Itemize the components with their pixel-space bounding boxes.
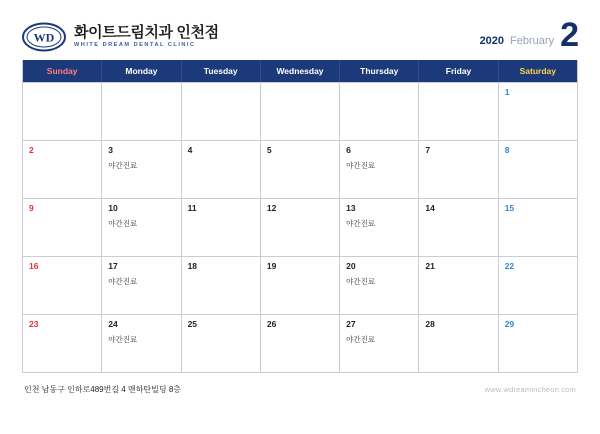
day-number: 27 — [346, 319, 356, 329]
day-number: 8 — [504, 145, 510, 155]
calendar-week-row — [23, 198, 577, 256]
day-event: 야간진료 — [346, 276, 376, 286]
clinic-title: 화이트드림치과 인천점 — [74, 23, 219, 41]
day-number: 17 — [108, 261, 118, 271]
svg-text:WD: WD — [33, 30, 55, 45]
calendar-day-cell[interactable] — [102, 141, 181, 198]
calendar-day-cell[interactable] — [419, 199, 498, 256]
calendar-day-cell[interactable] — [23, 257, 102, 314]
page-header — [22, 14, 578, 60]
calendar-day-cell[interactable] — [340, 315, 419, 372]
calendar-day-cell[interactable] — [340, 83, 419, 140]
calendar-day-cell[interactable] — [102, 199, 181, 256]
clinic-subtitle: WHITE DREAM DENTAL CLINIC — [74, 42, 196, 49]
day-event: 야간진료 — [108, 276, 138, 286]
weekday-header-friday: Friday — [419, 60, 498, 82]
calendar-day-cell[interactable] — [419, 257, 498, 314]
day-number: 4 — [187, 145, 193, 155]
calendar-day-cell[interactable] — [23, 315, 102, 372]
clinic-name-block — [74, 25, 219, 50]
calendar-day-cell[interactable] — [23, 83, 102, 140]
calendar-day-cell[interactable] — [499, 199, 577, 256]
day-number: 25 — [187, 319, 198, 329]
calendar-day-cell[interactable] — [499, 141, 577, 198]
page-footer — [22, 384, 578, 395]
day-number: 20 — [346, 261, 356, 271]
calendar-day-cell[interactable] — [261, 83, 340, 140]
clinic-logo-icon — [22, 22, 66, 52]
calendar-day-cell[interactable] — [23, 199, 102, 256]
calendar-day-cell[interactable] — [499, 257, 577, 314]
calendar-day-cell[interactable] — [23, 141, 102, 198]
calendar-year: 2020 — [479, 34, 505, 47]
calendar-day-cell[interactable] — [182, 199, 261, 256]
day-event: 야간진료 — [346, 334, 376, 344]
calendar-day-cell[interactable] — [340, 199, 419, 256]
day-number: 21 — [425, 261, 435, 271]
calendar-day-cell[interactable] — [499, 83, 577, 140]
calendar-day-cell[interactable] — [182, 257, 261, 314]
calendar-day-cell[interactable] — [182, 315, 261, 372]
calendar-week-row — [23, 256, 577, 314]
calendar-day-cell[interactable] — [261, 315, 340, 372]
day-number: 3 — [108, 145, 114, 155]
day-number: 13 — [346, 203, 356, 213]
day-number: 14 — [425, 203, 435, 213]
calendar-week-row — [23, 140, 577, 198]
day-number: 24 — [108, 319, 118, 329]
day-event: 야간진료 — [108, 160, 138, 170]
calendar-day-cell[interactable] — [261, 141, 340, 198]
calendar-month-name: February — [510, 34, 555, 47]
calendar-day-cell[interactable] — [182, 83, 261, 140]
calendar-week-row — [23, 82, 577, 140]
day-number: 12 — [266, 203, 277, 213]
day-event: 야간진료 — [108, 334, 138, 344]
day-number: 26 — [266, 319, 277, 329]
day-number: 10 — [108, 203, 118, 213]
day-number: 19 — [266, 261, 277, 271]
day-number: 28 — [425, 319, 435, 329]
calendar-day-cell[interactable] — [340, 141, 419, 198]
weekday-header-tuesday: Tuesday — [182, 60, 261, 82]
day-event: 야간진료 — [346, 160, 376, 170]
day-number: 2 — [29, 145, 34, 155]
calendar-day-cell[interactable] — [261, 257, 340, 314]
calendar-day-cell[interactable] — [419, 315, 498, 372]
day-number: 11 — [187, 203, 197, 213]
calendar-day-cell[interactable] — [340, 257, 419, 314]
day-number: 16 — [29, 261, 39, 271]
day-number: 18 — [187, 261, 198, 271]
clinic-address: 인천 남동구 인하로489번길 4 맨하탄빌딩 8층 — [24, 385, 182, 394]
day-number: 7 — [425, 145, 431, 155]
calendar-week-row — [23, 314, 577, 372]
calendar-date-heading — [479, 16, 578, 55]
day-number: 22 — [504, 261, 515, 271]
calendar-month-number: 2 — [560, 16, 578, 55]
day-number: 15 — [504, 203, 515, 213]
day-number: 9 — [29, 203, 34, 213]
weekday-header-row — [23, 60, 577, 82]
weekday-header-saturday: Saturday — [519, 66, 557, 76]
day-event: 야간진료 — [346, 218, 376, 228]
weekday-header-sunday: Sunday — [23, 60, 102, 82]
day-number: 1 — [504, 87, 510, 97]
calendar-day-cell[interactable] — [102, 83, 181, 140]
calendar-grid — [22, 60, 578, 373]
clinic-branding — [22, 22, 219, 52]
calendar-day-cell[interactable] — [182, 141, 261, 198]
calendar-day-cell[interactable] — [419, 83, 498, 140]
calendar-day-cell[interactable] — [261, 199, 340, 256]
day-event: 야간진료 — [108, 218, 138, 228]
weekday-header-thursday: Thursday — [340, 60, 419, 82]
calendar-day-cell[interactable] — [419, 141, 498, 198]
day-number: 29 — [504, 319, 515, 329]
calendar-day-cell[interactable] — [102, 257, 181, 314]
day-number: 5 — [266, 145, 272, 155]
weekday-header-monday: Monday — [102, 60, 181, 82]
calendar-day-cell[interactable] — [102, 315, 181, 372]
weekday-header-wednesday: Wednesday — [261, 60, 340, 82]
clinic-website[interactable]: www.wdreamincheon.com — [484, 385, 576, 394]
calendar-day-cell[interactable] — [499, 315, 577, 372]
day-number: 6 — [346, 145, 351, 155]
day-number: 23 — [29, 319, 39, 329]
